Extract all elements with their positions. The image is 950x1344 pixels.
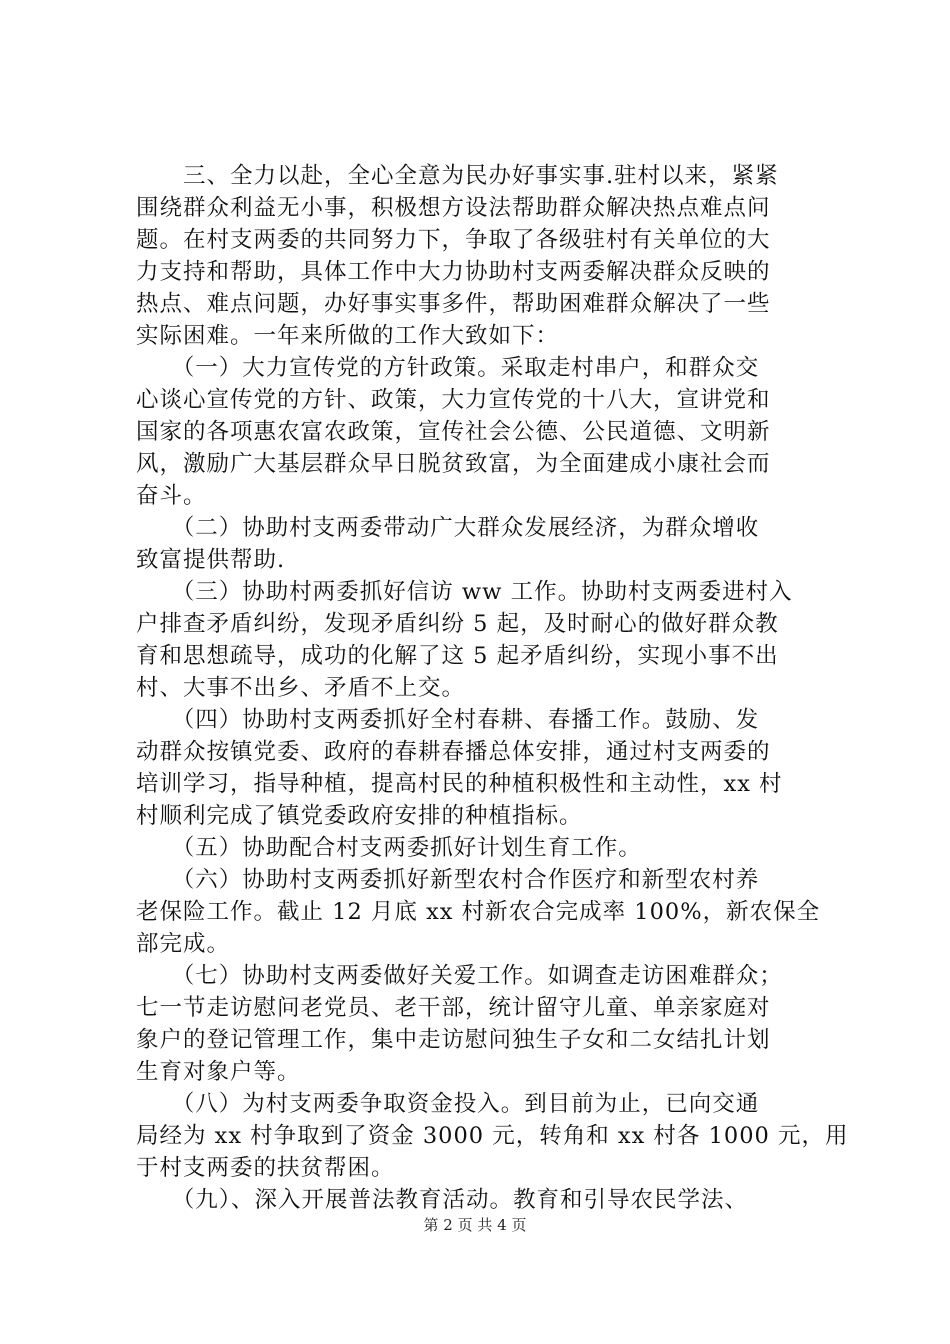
text-line: 奋斗。 bbox=[136, 483, 207, 509]
text-line: 生育对象户等。 bbox=[136, 1059, 301, 1085]
text-line: （四）协助村支两委抓好全村春耕、春播工作。鼓励、发 bbox=[136, 707, 760, 733]
text-line: 村、大事不出乡、矛盾不上交。 bbox=[136, 675, 466, 701]
text-line: 热点、难点问题，办好事实事多件，帮助困难群众解决了一些 bbox=[136, 291, 771, 317]
text-line: 力支持和帮助，具体工作中大力协助村支两委解决群众反映的 bbox=[136, 259, 771, 285]
page-number-footer: 第 2 页 共 4 页 bbox=[423, 1216, 527, 1234]
text-line: 于村支两委的扶贫帮困。 bbox=[136, 1155, 395, 1181]
text-line: （五）协助配合村支两委抓好计划生育工作。 bbox=[136, 835, 642, 861]
text-line: 动群众按镇党委、政府的春耕春播总体安排，通过村支两委的 bbox=[136, 739, 771, 765]
text-line: 部完成。 bbox=[136, 931, 231, 957]
text-line: （六）协助村支两委抓好新型农村合作医疗和新型农村养 bbox=[136, 867, 760, 893]
text-line: 致富提供帮助. bbox=[136, 547, 286, 573]
text-line: 围绕群众利益无小事，积极想方设法帮助群众解决热点难点问 bbox=[136, 195, 771, 221]
text-line: （三）协助村两委抓好信访 ww 工作。协助村支两委进村入 bbox=[136, 579, 793, 605]
text-line: 心谈心宣传党的方针、政策，大力宣传党的十八大，宣讲党和 bbox=[136, 387, 771, 413]
text-line: 实际困难。一年来所做的工作大致如下： bbox=[136, 323, 560, 349]
text-line: （八）为村支两委争取资金投入。到目前为止，已向交通 bbox=[136, 1091, 760, 1117]
text-line: 三、全力以赴，全心全意为民办好事实事.驻村以来，紧紧 bbox=[136, 163, 779, 189]
text-line: 育和思想疏导，成功的化解了这 5 起矛盾纠纷，实现小事不出 bbox=[136, 643, 779, 669]
text-line: （七）协助村支两委做好关爱工作。如调查走访困难群众； bbox=[136, 963, 783, 989]
text-line: 题。在村支两委的共同努力下，争取了各级驻村有关单位的大 bbox=[136, 227, 771, 253]
text-line: （九）、深入开展普法教育活动。教育和引导农民学法、 bbox=[136, 1187, 749, 1213]
text-line: 七一节走访慰问老党员、老干部，统计留守儿童、单亲家庭对 bbox=[136, 995, 771, 1021]
document-body bbox=[136, 160, 849, 1216]
text-line: 象户的登记管理工作，集中走访慰问独生子女和二女结扎计划 bbox=[136, 1027, 771, 1053]
text-line: 局经为 xx 村争取到了资金 3000 元，转角和 xx 村各 1000 元，用 bbox=[136, 1123, 849, 1149]
text-line: 风，激励广大基层群众早日脱贫致富，为全面建成小康社会而 bbox=[136, 451, 771, 477]
text-line: 村顺利完成了镇党委政府安排的种植指标。 bbox=[136, 803, 583, 829]
text-line: 户排查矛盾纠纷，发现矛盾纠纷 5 起，及时耐心的做好群众教 bbox=[136, 611, 779, 637]
text-line: （二）协助村支两委带动广大群众发展经济，为群众增收 bbox=[136, 515, 760, 541]
text-line: （一）大力宣传党的方针政策。采取走村串户，和群众交 bbox=[136, 355, 760, 381]
text-line: 培训学习，指导种植，提高村民的种植积极性和主动性，xx 村 bbox=[136, 771, 783, 797]
text-line: 国家的各项惠农富农政策，宣传社会公德、公民道德、文明新 bbox=[136, 419, 771, 445]
text-line: 老保险工作。截止 12 月底 xx 村新农合完成率 100%，新农保全 bbox=[136, 899, 821, 925]
